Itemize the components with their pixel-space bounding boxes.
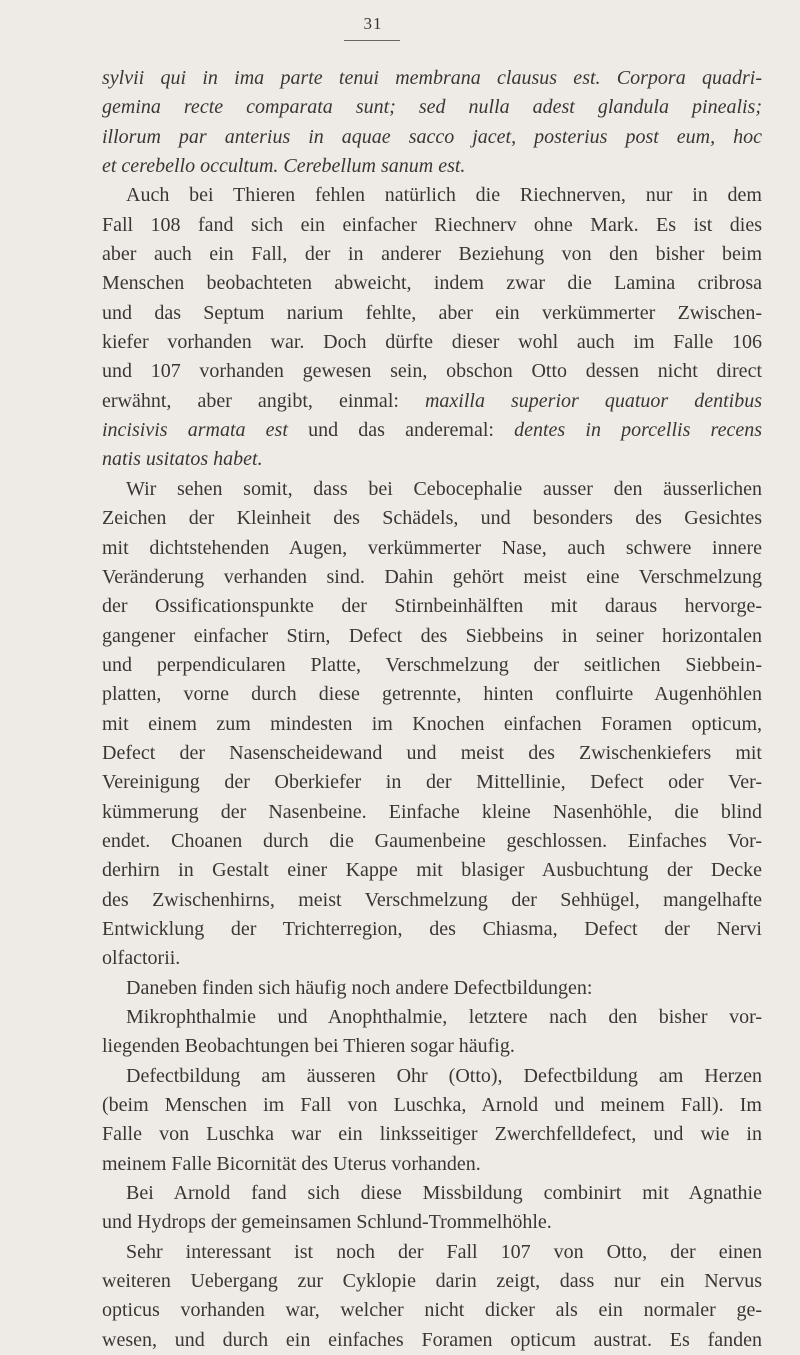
text-line: gemina recte comparata sunt; sed nulla adest glandula pinealis; bbox=[102, 96, 762, 119]
text-line: Falle von Luschka war ein linksseitiger Zwerchfelldefect, und wie in bbox=[102, 1123, 762, 1146]
text-line: sylvii qui in ima parte tenui membrana clausus est. Corpora quadri- bbox=[102, 67, 762, 89]
body-text bbox=[102, 64, 762, 1355]
text-line: Mikrophthalmie und Anophthalmie, letztere nach den bisher vor- bbox=[126, 1006, 762, 1028]
text-line: des Zwischenhirns, meist Verschmelzung der Sehhügel, mangelhafte bbox=[102, 888, 762, 911]
text-line: wesen, und durch ein einfaches Foramen opticum austrat. Es fanden bbox=[102, 1328, 762, 1351]
text-line: Auch bei Thieren fehlen natürlich die Riechnerven, nur in dem bbox=[126, 184, 762, 207]
text-line: gangener einfacher Stirn, Defect des Siebbeins in seiner horizontalen bbox=[102, 624, 762, 647]
text-line: und das Septum narium fehlte, aber ein verkümmerter Zwischen- bbox=[102, 301, 762, 324]
italic-text: maxilla superior quatuor dentibus bbox=[424, 389, 762, 412]
text-line: und perpendicularen Platte, Verschmelzung der seitlichen Siebbein- bbox=[102, 653, 762, 676]
text-segment: und das anderemal: bbox=[287, 419, 515, 442]
text-line: Fall 108 fand sich ein einfacher Riechnerv ohne Mark. Es ist dies bbox=[102, 213, 762, 236]
text-line: liegenden Beobachtungen bei Thieren sogar häufig. bbox=[102, 1035, 515, 1058]
text-line: Bei Arnold fand sich diese Missbildung combinirt mit Agnathie bbox=[126, 1182, 762, 1205]
italic-text: incisivis armata est bbox=[102, 419, 288, 442]
text-line: natis usitatos habet. bbox=[102, 448, 263, 471]
text-line: der Ossificationspunkte der Stirnbeinhälften mit daraus hervorge- bbox=[102, 595, 762, 618]
text-line: Veränderung verhanden sind. Dahin gehört meist eine Verschmelzung bbox=[102, 565, 762, 588]
text-line bbox=[102, 416, 762, 445]
text-line: derhirn in Gestalt einer Kappe mit blasiger Ausbuchtung der Decke bbox=[102, 859, 762, 882]
text-line: kiefer vorhanden war. Doch dürfte dieser wohl auch im Falle 106 bbox=[102, 331, 762, 354]
text-line: kümmerung der Nasenbeine. Einfache kleine Nasenhöhle, die blind bbox=[102, 800, 762, 823]
text-line: und Hydrops der gemeinsamen Schlund-Trommelhöhle. bbox=[102, 1211, 552, 1234]
text-line: aber auch ein Fall, der in anderer Beziehung von den bisher beim bbox=[102, 243, 762, 266]
text-line: mit einem zum mindesten im Knochen einfachen Foramen opticum, bbox=[102, 712, 762, 735]
text-line: Entwicklung der Trichterregion, des Chiasma, Defect der Nervi bbox=[102, 917, 762, 940]
text-line: Sehr interessant ist noch der Fall 107 von Otto, der einen bbox=[126, 1240, 762, 1263]
text-line: weiteren Uebergang zur Cyklopie darin zeigt, dass nur ein Nervus bbox=[102, 1270, 762, 1293]
text-line: Defect der Nasenscheidewand und meist des Zwischenkiefers mit bbox=[102, 741, 762, 764]
text-line: platten, vorne durch diese getrennte, hinten confluirte Augenhöhlen bbox=[102, 683, 762, 706]
text-line: opticus vorhanden war, welcher nicht dicker als ein normaler ge- bbox=[102, 1299, 762, 1322]
text-line: Wir sehen somit, dass bei Cebocephalie ausser den äusserlichen bbox=[126, 477, 762, 500]
text-line: (beim Menschen im Fall von Luschka, Arnold und meinem Fall). Im bbox=[102, 1094, 762, 1117]
text-line: Menschen beobachteten abweicht, indem zwar die Lamina cribrosa bbox=[102, 272, 762, 295]
text-segment: erwähnt, aber angibt, einmal: bbox=[102, 389, 425, 412]
text-line: mit dichtstehenden Augen, verkümmerter Nase, auch schwere innere bbox=[102, 536, 762, 559]
text-line: Vereinigung der Oberkiefer in der Mittellinie, Defect oder Ver- bbox=[102, 771, 762, 794]
text-line: endet. Choanen durch die Gaumenbeine geschlossen. Einfaches Vor- bbox=[102, 829, 762, 852]
text-line: olfactorii. bbox=[102, 947, 181, 970]
text-line: et cerebello occultum. Cerebellum sanum est. bbox=[102, 155, 466, 178]
text-line: Zeichen der Kleinheit des Schädels, und besonders des Gesichtes bbox=[102, 507, 762, 530]
text-line: meinem Falle Bicornität des Uterus vorhanden. bbox=[102, 1152, 481, 1175]
text-line: illorum par anterius in aquae sacco jacet, posterius post eum, hoc bbox=[102, 125, 762, 148]
text-line bbox=[102, 387, 762, 416]
text-line: Defectbildung am äusseren Ohr (Otto), Defectbildung am Herzen bbox=[126, 1064, 762, 1087]
text-line: und 107 vorhanden gewesen sein, obschon Otto dessen nicht direct bbox=[102, 360, 762, 383]
page-number: 31 bbox=[363, 14, 383, 33]
page-number-rule bbox=[344, 40, 400, 41]
text-line: Daneben finden sich häufig noch andere Defectbildungen: bbox=[126, 976, 593, 999]
italic-text: dentes in porcellis recens bbox=[514, 419, 763, 442]
